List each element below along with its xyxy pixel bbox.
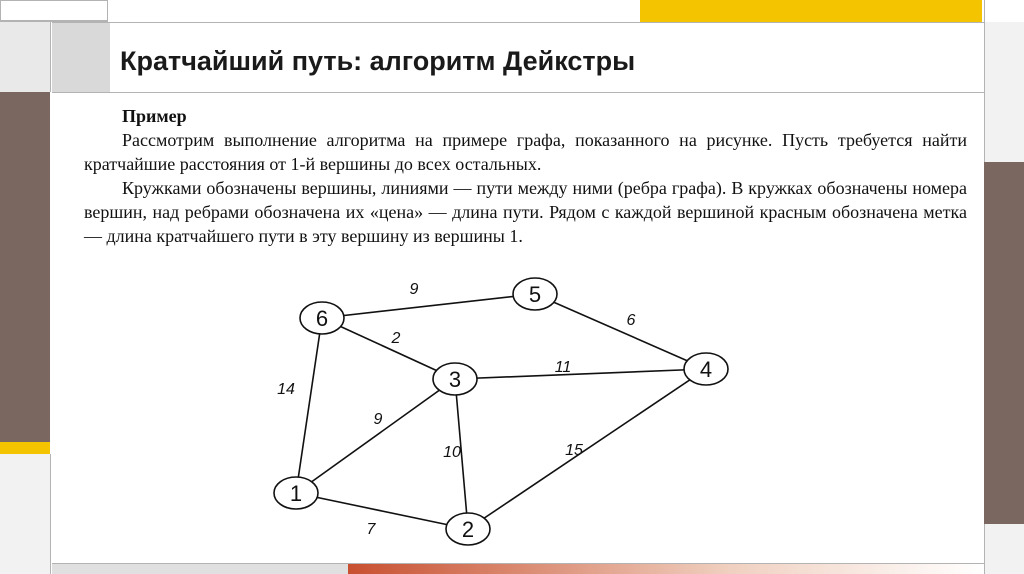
edge-5-4: [535, 294, 706, 369]
edge-2-4: [468, 369, 706, 529]
edge-weight-label: 9: [409, 281, 419, 298]
edge-6-1: [296, 318, 322, 493]
node-4: [684, 353, 728, 385]
example-heading: Пример: [122, 106, 187, 126]
edge-weight-label: 9: [373, 411, 383, 428]
edge-1-2: [296, 493, 468, 529]
node-label: 6: [315, 306, 329, 331]
node-5: [513, 278, 557, 310]
node-2: [446, 513, 490, 545]
node-label: 5: [528, 282, 542, 307]
paragraph-1: Рассмотрим выполнение алгоритма на примере графа, показанного на рисунке. Пусть требуется найти кратчайшие расстояния от 1-й вершины до всех остальных.: [84, 130, 967, 174]
node-label: 1: [289, 481, 303, 506]
graph-edges: [296, 294, 706, 529]
node-label: 2: [461, 517, 475, 542]
node-label: 3: [448, 367, 462, 392]
node-label: 4: [699, 357, 713, 382]
edge-weight-label: 10: [443, 444, 461, 461]
edge-weight-label: 7: [366, 521, 376, 538]
node-1: [274, 477, 318, 509]
edge-weight-label: 11: [554, 359, 572, 376]
edge-3-4: [455, 369, 706, 379]
edge-6-3: [322, 318, 455, 379]
edge-1-3: [296, 379, 455, 493]
node-6: [300, 302, 344, 334]
edge-6-5: [322, 294, 535, 318]
edge-weight-label: 6: [626, 312, 636, 329]
paragraph-2: Кружками обозначены вершины, линиями — пути между ними (ребра графа). В кружках обозначены номера вершин, над ребрами обозначена их «цена» — длина пути. Рядом с каждой вершиной красным обозначена метка — длина кратчайшего пути в эту вершину из вершины 1.: [84, 178, 967, 246]
slide-title: Кратчайший путь: алгоритм Дейкстры: [120, 46, 636, 76]
node-3: [433, 363, 477, 395]
edge-weight-label: 2: [391, 330, 401, 347]
edge-weight-label: 14: [277, 381, 295, 398]
edge-weight-label: 15: [565, 442, 583, 459]
